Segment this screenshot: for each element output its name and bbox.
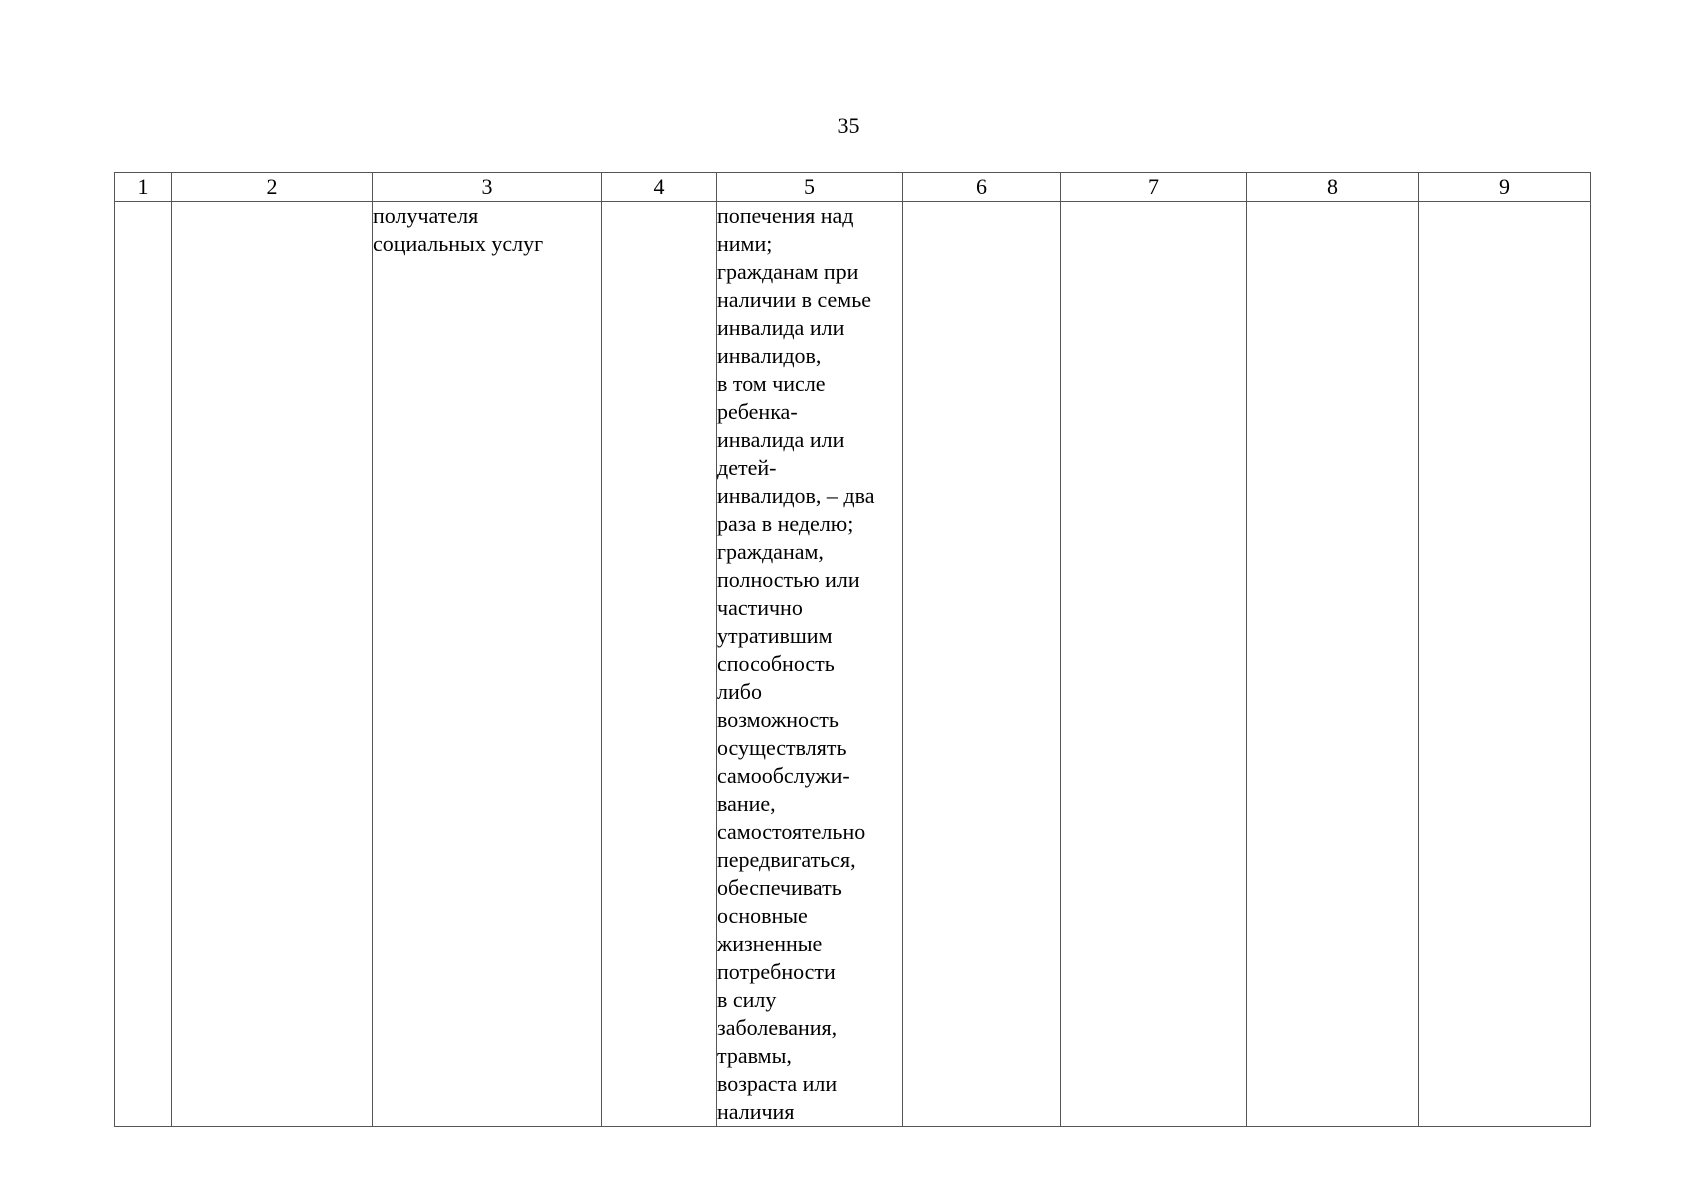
column-header-9: 9 xyxy=(1419,173,1591,202)
cell-col-1 xyxy=(115,202,172,1127)
column-header-8: 8 xyxy=(1247,173,1419,202)
column-header-6: 6 xyxy=(903,173,1061,202)
column-header-2: 2 xyxy=(172,173,373,202)
cell-col-3: получателя социальных услуг xyxy=(373,202,602,1127)
column-number-row xyxy=(115,173,1591,202)
cell-col-8 xyxy=(1247,202,1419,1127)
column-header-5: 5 xyxy=(717,173,903,202)
column-header-3: 3 xyxy=(373,173,602,202)
cell-col-9 xyxy=(1419,202,1591,1127)
column-header-1: 1 xyxy=(115,173,172,202)
column-header-7: 7 xyxy=(1061,173,1247,202)
services-table xyxy=(114,172,1591,1127)
cell-col-4 xyxy=(602,202,717,1127)
cell-col-6 xyxy=(903,202,1061,1127)
table-row xyxy=(115,202,1591,1127)
cell-col-7 xyxy=(1061,202,1247,1127)
cell-col-2 xyxy=(172,202,373,1127)
cell-col-5: попечения над ними; гражданам при наличии в семье инвалида или инвалидов, в том числе ребенка- инвалида или детей- инвалидов, – два раза в неделю; гражданам, полностью или частично утратившим способность либо возможность осуществлять самообслужи- вание, самостоятельно передвигаться, обеспечивать основные жизненные потребности в силу заболевания, травмы, возраста или наличия xyxy=(717,202,903,1127)
page-number: 35 xyxy=(837,113,860,138)
column-header-4: 4 xyxy=(602,173,717,202)
